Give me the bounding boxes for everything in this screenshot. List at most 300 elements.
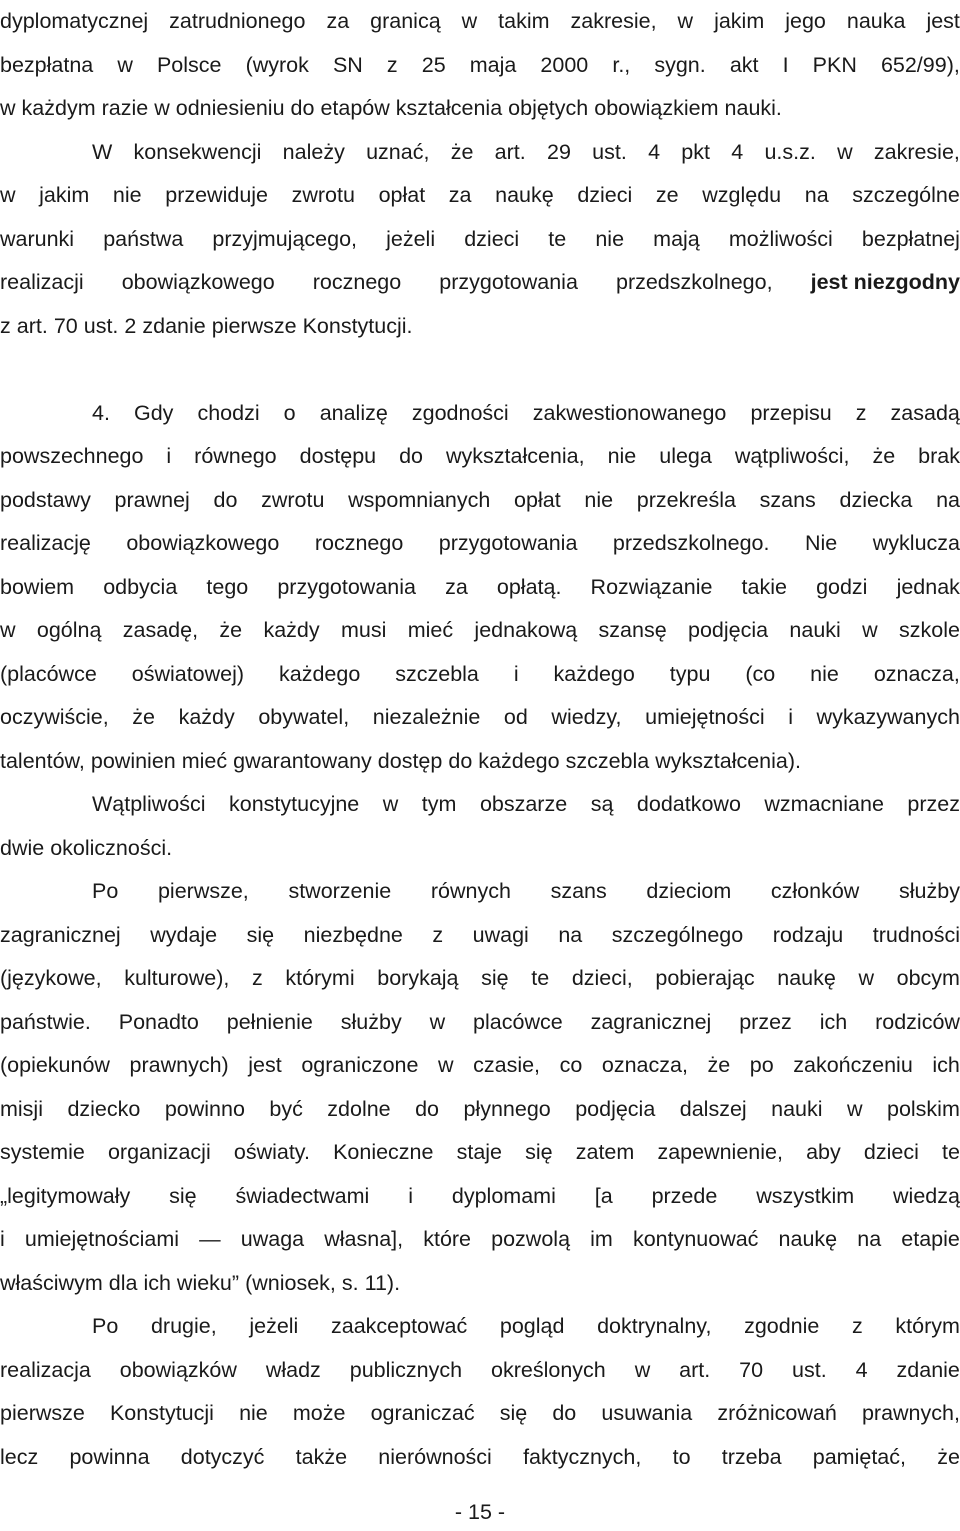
text-word: jednak: [896, 574, 960, 599]
text-word: rocznego: [314, 531, 404, 555]
text-word: —: [199, 1227, 221, 1251]
text-word: szansę: [598, 618, 667, 642]
text-word: nauka: [846, 9, 906, 33]
text-word: dziecka: [839, 487, 913, 512]
text-word: faktycznych,: [523, 1444, 642, 1469]
text-word: ust.: [83, 313, 119, 338]
text-word: przez: [739, 1009, 792, 1034]
text-word: które: [423, 1227, 472, 1251]
text-word: realizacja: [0, 1357, 91, 1382]
text-word: pobierając: [655, 966, 755, 990]
text-word: obowiązków: [119, 1357, 237, 1382]
text-word: z: [432, 922, 444, 947]
text-line: [0, 740, 960, 783]
text-word: zdanie: [142, 313, 206, 338]
text-word: równych: [430, 879, 511, 903]
text-word: wspomnianych: [348, 487, 491, 512]
text-word: (wyrok: [245, 52, 309, 77]
text-word: Rozwiązanie: [590, 574, 713, 599]
text-word: powinno: [164, 1096, 245, 1121]
text-word: obcym: [896, 966, 960, 990]
text-word: przedszkolnego.: [612, 531, 770, 555]
text-word: także: [295, 1444, 348, 1469]
text-line: [0, 1305, 960, 1348]
text-line: [0, 783, 960, 826]
text-word: w: [862, 618, 878, 642]
text-word: za: [326, 9, 350, 33]
text-word: kulturowe),: [124, 966, 230, 990]
text-word: oczywiście,: [0, 705, 109, 729]
text-word: mają: [653, 226, 700, 251]
text-word: możliwości: [728, 226, 833, 251]
text-word: się: [499, 1401, 528, 1425]
text-word: zagranicznej: [0, 922, 121, 947]
text-word: r.,: [612, 52, 631, 77]
text-line: [0, 566, 960, 609]
text-word: jest: [926, 9, 960, 33]
text-word: co: [559, 1053, 583, 1077]
text-word: być: [269, 1096, 303, 1121]
text-word: do: [399, 444, 424, 468]
text-word: równego: [194, 444, 277, 468]
text-line: [0, 1436, 960, 1479]
text-word: wykazywanych: [816, 705, 960, 729]
text-word: misji: [0, 1096, 43, 1121]
text-word: staje: [456, 1140, 503, 1164]
text-line: [0, 1131, 960, 1174]
text-word: każdy: [178, 705, 235, 729]
text-word: każdego: [553, 661, 635, 686]
text-line: [0, 653, 960, 696]
text-word: PKN: [812, 52, 857, 77]
text-word: art.: [679, 1357, 711, 1382]
text-word: zwrotu: [261, 487, 325, 512]
text-word: ze: [655, 183, 679, 207]
text-word: nauki: [789, 618, 841, 642]
text-word: nie: [595, 226, 625, 251]
text-word: pogląd: [499, 1314, 565, 1338]
text-word: zatrudnionego: [169, 9, 306, 33]
text-word: (językowe,: [0, 966, 102, 990]
text-word: oświaty.: [233, 1140, 310, 1164]
text-word: po: [749, 1053, 774, 1077]
text-word: o: [283, 400, 296, 425]
text-line: [0, 914, 960, 957]
text-word: odbycia: [103, 574, 178, 599]
text-word: w: [837, 139, 853, 164]
text-word: i: [788, 705, 793, 729]
text-word: nauki.: [724, 96, 782, 120]
text-line: [0, 957, 960, 1000]
text-word: I: [782, 52, 789, 77]
text-word: mieć: [181, 748, 228, 773]
text-word: pozwolą: [491, 1227, 571, 1251]
text-word: przedszkolnego,: [615, 270, 773, 294]
text-word: te: [548, 226, 567, 251]
text-word: przez: [907, 792, 960, 816]
text-word: zasadą: [890, 400, 960, 425]
text-line: [0, 1044, 960, 1087]
text-word: te: [531, 966, 550, 990]
text-word: pamiętać,: [812, 1444, 906, 1469]
text-word: się: [169, 1183, 197, 1208]
text-word: usuwania: [601, 1401, 693, 1425]
text-word: godzi: [816, 574, 868, 599]
text-word: w: [438, 1053, 454, 1077]
text-word: jego: [785, 9, 826, 33]
text-word: nie: [112, 183, 142, 207]
emphasized-text: jest niezgodny: [810, 270, 960, 294]
text-word: aby: [806, 1140, 841, 1164]
text-word: dzieci,: [571, 966, 633, 990]
text-word: z: [0, 313, 11, 338]
text-word: w: [0, 618, 16, 642]
text-line: [0, 522, 960, 565]
text-word: 4: [731, 139, 744, 164]
text-word: opłat: [514, 487, 561, 512]
text-word: którym: [895, 1314, 960, 1338]
text-word: szczebla: [395, 661, 479, 686]
text-word: talentów,: [0, 748, 85, 773]
text-word: za: [448, 183, 472, 207]
text-word: Ponadto: [118, 1009, 199, 1034]
text-line: [0, 131, 960, 174]
text-word: przekreśla: [636, 487, 736, 512]
text-word: obszarze: [479, 792, 568, 816]
text-word: określonych: [491, 1357, 606, 1382]
text-word: wykształcenia).: [655, 748, 801, 773]
text-word: państwa: [103, 226, 184, 251]
text-word: Polsce: [156, 52, 222, 77]
text-word: prawnych,: [861, 1401, 960, 1425]
text-word: pełnienie: [226, 1009, 313, 1034]
text-word: własna],: [324, 1227, 404, 1251]
text-word: nie: [810, 661, 839, 686]
text-word: nie: [607, 444, 637, 468]
text-word: SN: [332, 52, 363, 77]
text-word: do: [213, 487, 238, 512]
text-word: względu: [702, 183, 782, 207]
text-word: dotyczyć: [180, 1444, 265, 1469]
text-word: konsekwencji: [133, 139, 262, 164]
text-word: etapów: [320, 96, 390, 120]
text-word: szczególne: [852, 183, 960, 207]
text-word: ust.: [792, 1357, 827, 1382]
text-word: podjęcia: [688, 618, 769, 642]
text-word: rocznego: [312, 270, 402, 294]
text-line: [0, 479, 960, 522]
text-word: w: [382, 792, 399, 816]
text-word: oznacza,: [873, 661, 960, 686]
text-word: z: [852, 1314, 863, 1338]
text-word: naukę: [778, 1227, 838, 1251]
text-word: przygotowania: [277, 574, 416, 599]
text-word: ich: [819, 1009, 848, 1034]
text-word: się: [481, 966, 509, 990]
text-word: konstytucyjne: [229, 792, 360, 816]
text-word: analizę: [319, 400, 388, 425]
text-word: kontynuować: [632, 1227, 759, 1251]
text-line: [0, 1218, 960, 1261]
text-line: [0, 305, 960, 348]
text-word: przepisu: [750, 400, 832, 425]
text-word: wykształcenia,: [445, 444, 585, 468]
text-word: ich: [932, 1053, 960, 1077]
text-word: na: [804, 183, 829, 207]
text-word: systemie: [0, 1140, 85, 1164]
text-word: świadectwami: [235, 1183, 370, 1208]
text-word: którymi: [285, 966, 355, 990]
text-word: w: [634, 1357, 651, 1382]
text-word: dzieci: [464, 226, 520, 251]
text-word: stworzenie: [288, 879, 392, 903]
text-word: kształcenia: [395, 96, 503, 120]
text-word: borykają: [377, 966, 459, 990]
text-word: na: [558, 922, 583, 947]
text-word: obowiązkiem: [594, 96, 719, 120]
page-number: - 15 -: [454, 1500, 506, 1524]
text-word: jakim: [39, 183, 90, 207]
text-word: ulega: [659, 444, 712, 468]
text-word: szczególnego: [611, 922, 744, 947]
text-word: Konstytucji.: [302, 313, 413, 338]
text-word: obowiązkowego: [126, 531, 280, 555]
text-word: ograniczać: [370, 1401, 475, 1425]
text-word: nie: [584, 487, 614, 512]
text-word: w: [117, 52, 133, 77]
text-word: niezależnie: [372, 705, 481, 729]
text-word: pkt: [681, 139, 710, 164]
text-word: że: [219, 618, 243, 642]
text-word: 2000: [540, 52, 589, 77]
text-word: naukę: [495, 183, 554, 207]
text-line: [0, 609, 960, 652]
text-word: pierwsze: [0, 1401, 85, 1425]
text-line: [0, 1175, 960, 1218]
text-word: zatem: [575, 1140, 635, 1164]
text-word: (placówce: [0, 661, 97, 686]
text-word: opłatą.: [496, 574, 562, 599]
text-word: na: [857, 1227, 882, 1251]
text-word: nauki: [771, 1096, 823, 1121]
text-line: [0, 1262, 960, 1305]
text-word: ogólną: [36, 618, 102, 642]
text-word: s.: [341, 1270, 359, 1295]
text-word: w: [461, 9, 478, 33]
text-word: w: [858, 966, 874, 990]
text-word: oświatowej): [131, 661, 245, 686]
text-word: władz: [265, 1357, 321, 1382]
text-word: z: [251, 966, 263, 990]
text-word: polskim: [886, 1096, 960, 1121]
text-word: państwie.: [0, 1009, 91, 1034]
text-word: powinien: [90, 748, 176, 773]
text-word: ich: [143, 1270, 171, 1295]
text-word: obowiązkowego: [121, 270, 275, 294]
text-word: wątpliwości,: [734, 444, 850, 468]
text-word: w: [847, 1096, 863, 1121]
text-word: przygotowania: [439, 270, 578, 294]
text-word: musi: [340, 618, 387, 642]
text-word: się: [246, 922, 275, 947]
text-word: realizacji: [0, 270, 84, 294]
text-word: jakim: [714, 9, 765, 33]
text-word: naukę: [777, 966, 836, 990]
text-word: takie: [741, 574, 787, 599]
text-line: [0, 1392, 960, 1435]
text-word: granicą: [370, 9, 441, 33]
text-word: przewiduje: [165, 183, 269, 207]
text-word: ograniczone: [301, 1053, 419, 1077]
text-word: opłat: [378, 183, 426, 207]
text-word: zapewnienie,: [657, 1140, 783, 1164]
text-word: 29: [546, 139, 571, 164]
text-word: „legitymowały: [0, 1183, 131, 1208]
text-word: że: [707, 1053, 731, 1077]
text-word: że: [937, 1444, 960, 1469]
text-word: w: [0, 96, 16, 120]
text-word: 4: [648, 139, 661, 164]
text-word: do: [290, 96, 315, 120]
text-word: brak: [918, 444, 960, 468]
text-word: chodzi: [197, 400, 260, 425]
text-word: podstawy: [0, 487, 91, 512]
text-word: dla: [108, 1270, 138, 1295]
text-word: dziecko: [67, 1096, 141, 1121]
text-word: (opiekunów: [0, 1053, 110, 1077]
text-word: pierwsze: [211, 313, 297, 338]
text-word: umiejętnościami: [24, 1227, 180, 1251]
text-word: służby: [340, 1009, 402, 1034]
text-word: maja: [469, 52, 517, 77]
text-word: członków: [770, 879, 860, 903]
text-word: i: [408, 1183, 413, 1208]
text-line: [0, 435, 960, 478]
text-word: i: [0, 1227, 5, 1251]
text-word: podjęcia: [575, 1096, 656, 1121]
text-word: odniesieniu: [175, 96, 285, 120]
text-word: że: [132, 705, 156, 729]
text-word: wiedzą: [893, 1183, 960, 1208]
text-word: że: [450, 139, 474, 164]
text-word: na: [936, 487, 960, 512]
text-word: powinna: [69, 1444, 150, 1469]
text-word: jeżeli: [249, 1314, 299, 1338]
text-word: wzmacniane: [764, 792, 884, 816]
text-word: publicznych: [349, 1357, 463, 1382]
text-word: im: [590, 1227, 613, 1251]
text-word: 70: [739, 1357, 764, 1382]
text-line: [0, 44, 960, 87]
text-word: etapie: [901, 1227, 960, 1251]
text-word: okoliczności.: [50, 835, 173, 860]
text-word: i: [513, 661, 519, 686]
text-word: szans: [759, 487, 816, 512]
text-word: zgodnie: [744, 1314, 820, 1338]
text-word: wieku”: [176, 1270, 240, 1295]
text-word: może: [292, 1401, 346, 1425]
text-word: powszechnego: [0, 444, 144, 468]
text-line: [0, 174, 960, 217]
text-word: rodziców: [875, 1009, 960, 1034]
text-word: zagranicznej: [590, 1009, 712, 1034]
text-word: wyklucza: [872, 531, 960, 555]
text-word: 652/99),: [880, 52, 960, 77]
text-word: realizację: [0, 531, 91, 555]
text-word: bowiem: [0, 574, 75, 599]
text-word: obywatel,: [258, 705, 350, 729]
text-word: dostępu: [299, 444, 377, 468]
text-word: się: [525, 1140, 553, 1164]
text-word: z: [855, 400, 867, 425]
text-word: pierwsze,: [157, 879, 249, 903]
text-word: to: [672, 1444, 691, 1469]
text-line: [0, 87, 960, 130]
text-line: [0, 218, 960, 261]
text-line: [0, 261, 960, 304]
text-word: każdy: [263, 618, 320, 642]
text-word: wydaje: [150, 922, 218, 947]
text-word: zgodności: [411, 400, 509, 425]
text-word: umiejętności: [645, 705, 765, 729]
text-line: [0, 1001, 960, 1044]
text-word: w: [0, 183, 16, 207]
text-line: [0, 827, 960, 870]
text-word: dalszej: [679, 1096, 747, 1121]
text-word: doktrynalny,: [597, 1314, 712, 1338]
text-word: 25: [421, 52, 446, 77]
text-word: warunki: [0, 226, 75, 251]
text-word: Konieczne: [333, 1140, 434, 1164]
text-word: zwrotu: [291, 183, 355, 207]
text-word: jednakową: [474, 618, 578, 642]
text-word: nie: [239, 1401, 268, 1425]
text-word: Po: [92, 879, 119, 903]
text-word: Konstytucji: [109, 1401, 214, 1425]
text-word: z: [386, 52, 398, 77]
text-word: 11).: [364, 1270, 401, 1295]
text-line: [0, 392, 960, 435]
text-word: tego: [206, 574, 249, 599]
text-word: prawnych): [129, 1053, 229, 1077]
text-word: art.: [16, 313, 48, 338]
text-word: 4: [855, 1357, 868, 1382]
text-word: dostęp: [377, 748, 443, 773]
text-word: organizacji: [107, 1140, 211, 1164]
text-word: zdolne: [327, 1096, 391, 1121]
text-line: [0, 348, 960, 391]
text-word: służby: [899, 879, 960, 903]
text-line: [0, 870, 960, 913]
text-word: przygotowania: [438, 531, 578, 555]
text-word: 2: [124, 313, 137, 338]
text-word: tym: [421, 792, 457, 816]
text-word: trudności: [872, 922, 960, 947]
text-word: do: [552, 1401, 577, 1425]
text-word: oznacza,: [601, 1053, 688, 1077]
text-word: dzieci: [863, 1140, 919, 1164]
text-word: każdym: [21, 96, 96, 120]
text-word: art.: [494, 139, 526, 164]
text-word: właściwym: [0, 1270, 103, 1295]
text-word: bezpłatnej: [861, 226, 960, 251]
text-word: w: [154, 96, 170, 120]
text-word: te: [941, 1140, 960, 1164]
text-word: płynnego: [463, 1096, 551, 1121]
text-line: [0, 1088, 960, 1131]
text-word: placówce: [473, 1009, 563, 1034]
text-word: u.s.z.: [764, 139, 816, 164]
